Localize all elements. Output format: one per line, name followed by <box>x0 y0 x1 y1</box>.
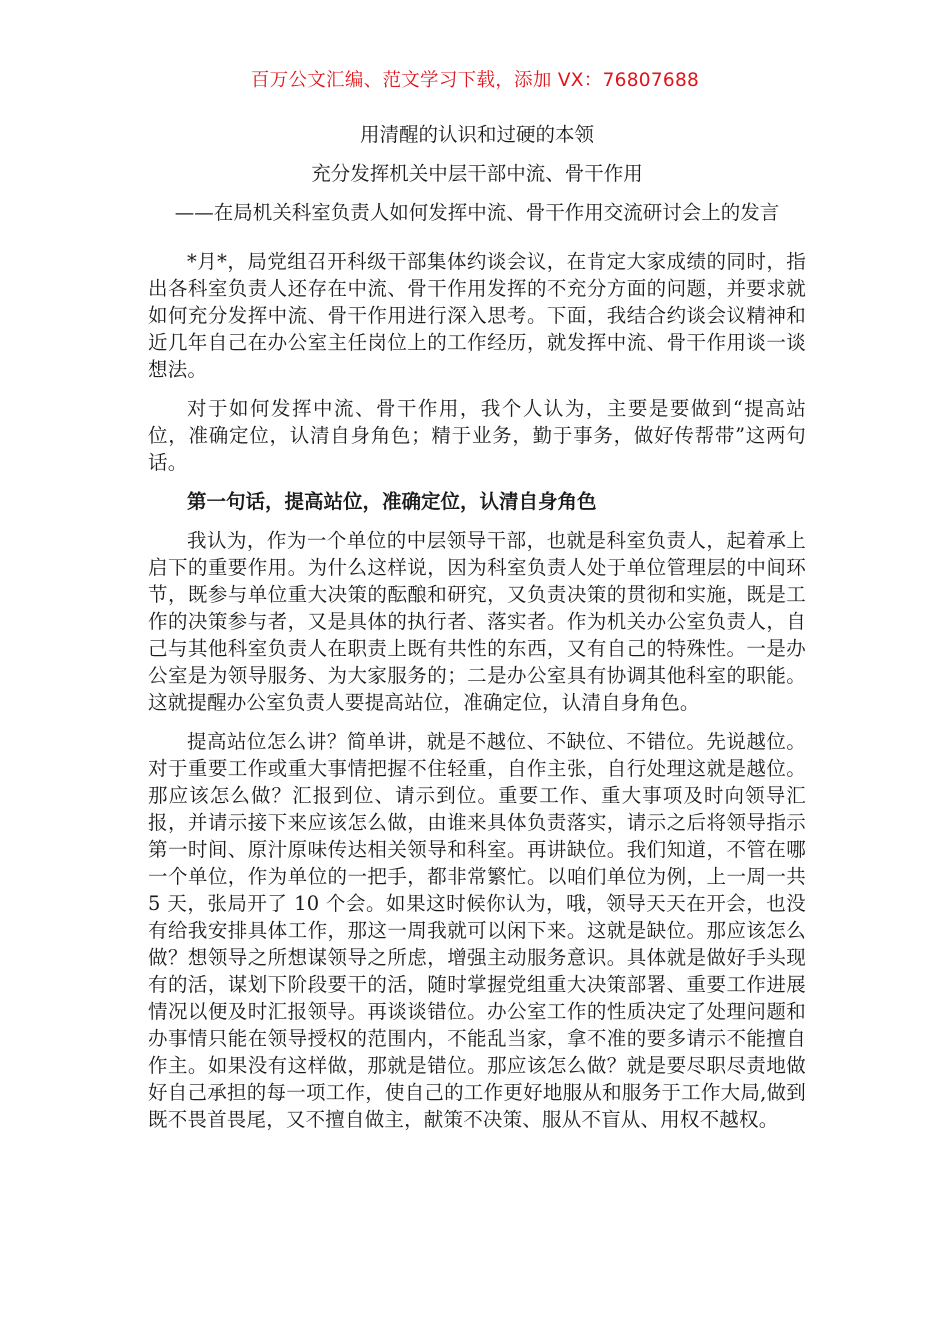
title-line-1: 用清醒的认识和过硬的本领 <box>359 123 594 146</box>
document-body <box>148 122 806 1145</box>
subtitle-line: ——在局机关科室负责人如何发挥中流、骨干作用交流研讨会上的发言 <box>174 201 780 224</box>
section-heading: 第一句话，提高站位，准确定位，认清自身角色 <box>187 490 597 513</box>
intro-paragraph: *月*，局党组召开科级干部集体约谈会议，在肯定大家成绩的同时，指出各科室负责人还存在中流、骨干作用发挥的不充分方面的问题，并要求就如何充分发挥中流、骨干作用进行深入思考。下面，我结合约谈会议精神和近几年自己在办公室主任岗位上的工作经历，就发挥中流、骨干作用谈一谈想法。 <box>148 250 806 381</box>
promo-banner: 百万公文汇编、范文学习下载，添加 VX：76807688 <box>250 70 700 91</box>
summary-paragraph: 对于如何发挥中流、骨干作用，我个人认为，主要是要做到“提高站位，准确定位，认清自身角色；精于业务，勤于事务，做好传帮带”这两句话。 <box>148 397 806 474</box>
body-paragraph: 我认为，作为一个单位的中层领导干部，也就是科室负责人，起着承上启下的重要作用。为什么这样说，因为科室负责人处于单位管理层的中间环节，既参与单位重大决策的酝酿和研究，又负责决策的贯彻和实施，既是工作的决策参与者，又是具体的执行者、落实者。作为机关办公室负责人，自己与其他科室负责人在职责上既有共性的东西，又有自己的特殊性。一是办公室是为领导服务、为大家服务的；二是办公室具有协调其他科室的职能。这就提醒办公室负责人要提高站位，准确定位，认清自身角色。 <box>148 529 806 714</box>
title-line-2: 充分发挥机关中层干部中流、骨干作用 <box>311 162 643 185</box>
body-paragraph: 提高站位怎么讲？简单讲，就是不越位、不缺位、不错位。先说越位。对于重要工作或重大事情把握不住轻重，自作主张，自行处理这就是越位。那应该怎么做？汇报到位、请示到位。重要工作、重大事项及时向领导汇报，并请示接下来应该怎么做，由谁来具体负责落实，请示之后将领导指示第一时间、原汁原味传达相关领导和科室。再讲缺位。我们知道，不管在哪一个单位，作为单位的一把手，都非常繁忙。以咱们单位为例，上一周一共 5 天，张局开了 10 个会。如果这时候你认为，哦，领导天天在开会，也没有给我安排具体工作，那这一周我就可以闲下来。这就是缺位。那应该怎么做？想领导之所想谋领导之所虑，增强主动服务意识。具体就是做好手头现有的活，谋划下阶段要干的活，随时掌握党组重大决策部署、重要工作进展情况以便及时汇报领导。再谈谈错位。办公室工作的性质决定了处理问题和办事情只能在领导授权的范围内，不能乱当家，拿不准的要多请示不能擅自作主。如果没有这样做，那就是错位。那应该怎么做？就是要尽职尽责地做好自己承担的每一项工作，使自己的工作更好地服从和服务于工作大局,做到既不畏首畏尾，又不擅自做主，献策不决策、服从不盲从、用权不越权。 <box>148 730 806 1131</box>
